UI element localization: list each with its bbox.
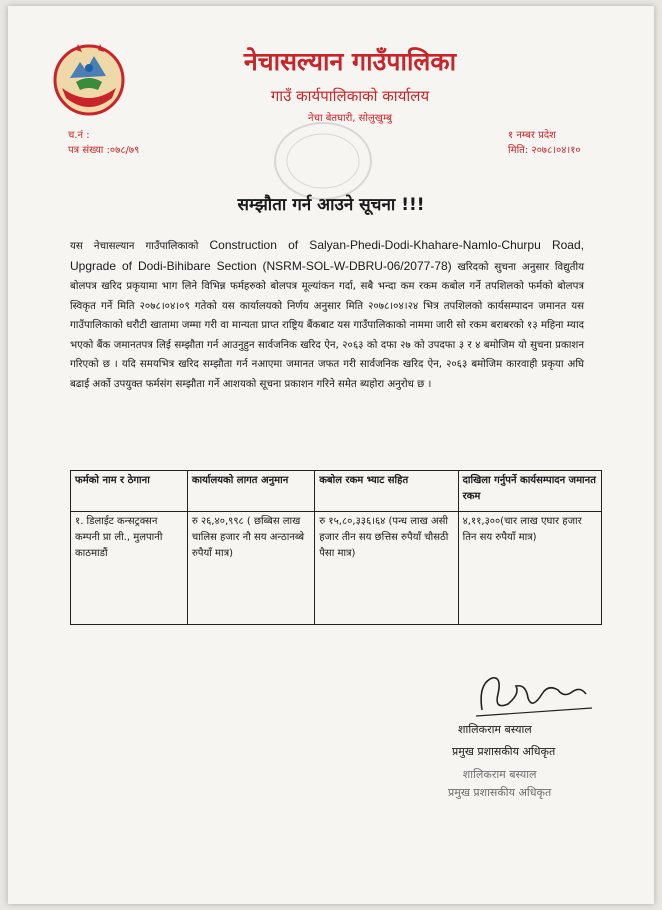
project-name: Construction of Salyan-Phedi-Dodi-Khahare-Namlo-Churpu Road, Upgrade of Dodi-Bihibare Section xyxy=(70,238,584,273)
bid-amount-cell: रु १५,८०,३३६।६४ (पन्ध लाख असी हजार तीन सय छत्तिस रुपैयाँ चौसठी पैसा मात्र) xyxy=(315,512,458,625)
project-code: (NSRM-SOL-W-DBRU-06/2077-78) xyxy=(262,258,452,273)
guarantee-cell: ४,११,३००(चार लाख एघार हजार तिन सय रुपैयाँ मात्र) xyxy=(458,512,601,625)
table-row xyxy=(71,512,602,625)
province-label: १ नम्बर प्रदेश xyxy=(508,130,556,141)
date-block xyxy=(508,128,581,158)
stamp-name: शालिकराम बस्याल xyxy=(462,768,537,781)
reference-block xyxy=(68,128,139,158)
col-cost-estimate: कार्यालयको लागत अनुमान xyxy=(187,471,314,512)
notice-body xyxy=(70,236,584,394)
office-address: नेचा बेतघारी, सोलुखुम्बु xyxy=(308,113,392,124)
table-header-row xyxy=(71,471,602,512)
firm-name-cell: १. डिलाईट कन्सट्रक्सन कम्पनी प्रा ली., मुलपानी काठमाडौं xyxy=(71,512,188,625)
office-name: गाउँ कार्यपालिकाको कार्यालय xyxy=(270,87,430,105)
cost-estimate-cell: रु २६,४०,९९८ ( छब्बिस लाख चालिस हजार नौ सय अन्ठानब्बे रुपैयाँ मात्र) xyxy=(187,512,314,625)
official-stamp xyxy=(448,766,551,802)
col-bid-amount: कबोल रकम भ्याट सहित xyxy=(315,471,458,512)
stamp-title: प्रमुख प्रशासकीय अधिकृत xyxy=(448,786,552,799)
nepal-government-emblem xyxy=(48,38,130,118)
col-performance-guarantee: दाखिला गर्नुपर्ने कार्यसम्पादन जमानत रकम xyxy=(458,471,601,512)
cha-number: च.नं : xyxy=(68,130,90,141)
body-main: खरिदको सुचना अनुसार विद्युतीय बोलपत्र खरिद प्रकृयामा भाग लिने विभिन्न फर्महरुको बोलपत्र मूल्यांकन गर्दा, सबै भन्दा कम रकम कबोल गर्ने तपशिलको फर्मको बोलपत्र स्विकृत गर्ने मिति २०७८।०४।०९ गतेको यस कार्यालयको निर्णय अनुसार मिति २०७८।०४।२४ भित्र तपशिलको कार्यसम्पादन जमानत यस गाउँपालिकाको धरौटी खातामा जम्मा गरी वा मान्यता प्राप्त राष्ट्रिय बैंकबाट यस गाउँपालिकाको नाममा जारी सो रकम बराबरको १३ महिना म्याद भएको बैंक जमानतपत्र लिई सम्झौता गर्न आउनुहुन सार्वजनिक खरिद ऐन, २०६३ को दफा २७ को उपदफा ३ र ४ बमोजिम यो सुचना प्रकाशन गरिएको छ । यदि समयभित्र खरिद सम्झौता गर्न नआएमा जमानत जफत गरी सार्वजनिक खरिद ऐन, २०६३ बमोजिम कारवाही प्रकृया अघि बढाई अर्को उपयुक्त फर्मसंग सम्झौता गर्ने आशयको सूचना प्रकाशन गरिने समेत ब्यहोरा अनुरोध छ । xyxy=(70,261,584,390)
col-firm-name: फर्मको नाम र ठेगाना xyxy=(71,471,188,512)
letter-date: मिति: २०७८।०४।१० xyxy=(508,145,581,156)
signatory-name: शालिकराम बस्याल xyxy=(458,723,532,736)
contract-table xyxy=(70,470,602,625)
body-intro: यस नेचासल्यान गाउँपालिकाको xyxy=(70,241,199,252)
handwritten-signature xyxy=(468,664,598,724)
municipality-name: नेचासल्यान गाउँपालिका xyxy=(243,47,457,76)
letter-number: पत्र संख्या :०७८/७९ xyxy=(68,145,140,156)
signatory-title: प्रमुख प्रशासकीय अधिकृत xyxy=(452,745,556,758)
notice-title: सम्झौता गर्न आउने सूचना !!! xyxy=(237,195,425,215)
